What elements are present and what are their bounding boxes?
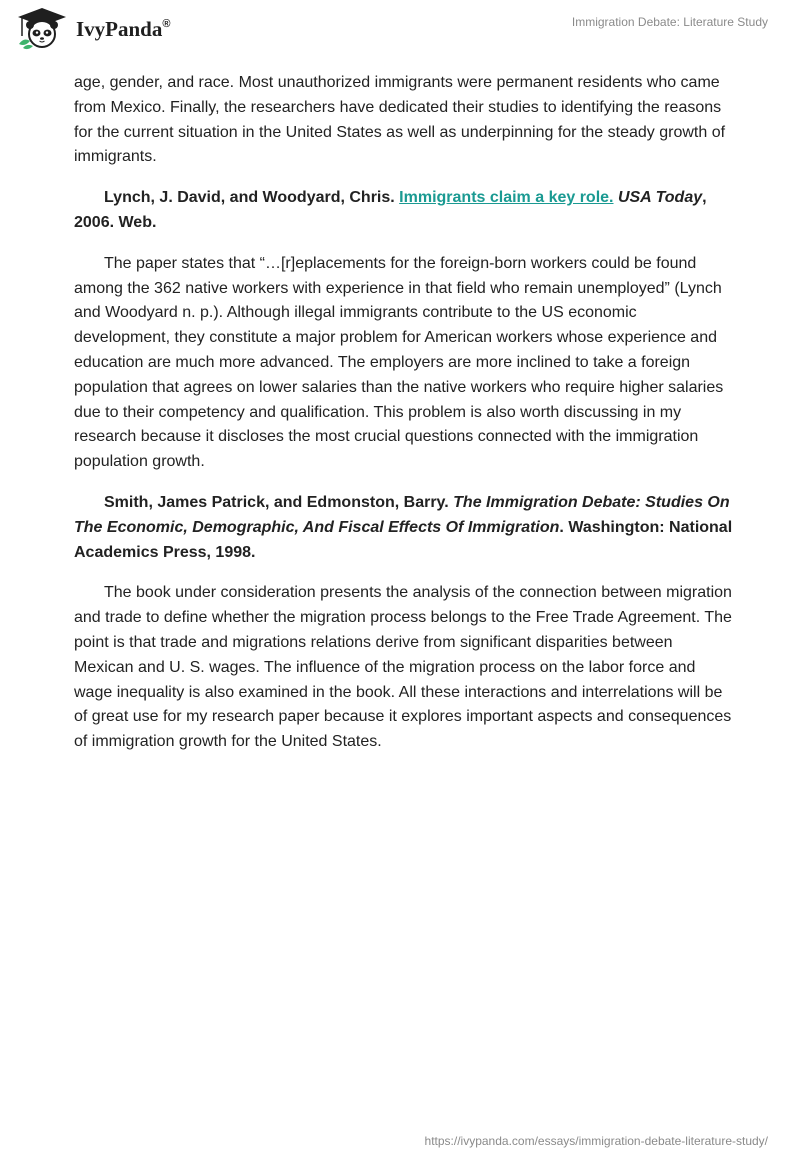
citation-authors: Lynch, J. David, and Woodyard, Chris. xyxy=(104,189,395,207)
citation-smith xyxy=(74,491,734,565)
footer-url[interactable]: https://ivypanda.com/essays/immigration-debate-literature-study/ xyxy=(424,1134,768,1148)
document-title: Immigration Debate: Literature Study xyxy=(571,15,768,29)
registered-mark: ® xyxy=(162,17,171,30)
panda-graduate-icon xyxy=(14,6,70,50)
logo-wordmark: IvyPanda® xyxy=(76,16,171,41)
page-header xyxy=(0,0,800,60)
paragraph-3: The book under consideration presents the analysis of the connection between migration and trade to define whether the migration process belongs to the Free Trade Agreement. The point is that trade and migrations relations derive from significant disparities between Mexican and U. S. wages. The influence of the migration process on the labor force and wage inequality is also examined in the book. All these interactions and interrelations will be of great use for my research paper because it explores important aspects and consequences of immigration growth for the United States. xyxy=(74,584,732,751)
citation-details: . Washington: National Academics Press, 1998. xyxy=(74,518,733,561)
citation-details: , 2006. Web. xyxy=(74,189,707,231)
ivypanda-logo[interactable] xyxy=(14,6,170,50)
citation-source: USA Today xyxy=(617,189,703,207)
citation-authors: Smith, James Patrick, and Edmonston, Barry. xyxy=(104,493,449,511)
paragraph-1: age, gender, and race. Most unauthorized immigrants were permanent residents who came from Mexico. Finally, the researchers have dedicated their studies to identifying the reasons for the current situation in the United States as well as underpinning for the steady growth of immigrants. xyxy=(74,74,726,166)
essay-body xyxy=(74,71,734,771)
citation-title: The Immigration Debate: Studies On The Economic, Demographic, And Fiscal Effects Of Immigration xyxy=(74,493,730,536)
paragraph-2: The paper states that “…[r]eplacements for the foreign-born workers could be found among the 362 native workers with experience in that field who remain unemployed” (Lynch and Woodyard n. p.). Although illegal immigrants contribute to the US economic development, they constitute a major problem for American workers whose experience and education are much more advanced. The employers are more inclined to take a foreign population that agrees on lower salaries than the native workers who require higher salaries due to their competency and qualification. This problem is also worth discussing in my research because it discloses the most crucial questions connected with the immigration population growth. xyxy=(74,254,724,471)
immigrants-claim-link[interactable]: Immigrants claim a key role. xyxy=(399,189,614,207)
citation-lynch xyxy=(74,186,734,236)
